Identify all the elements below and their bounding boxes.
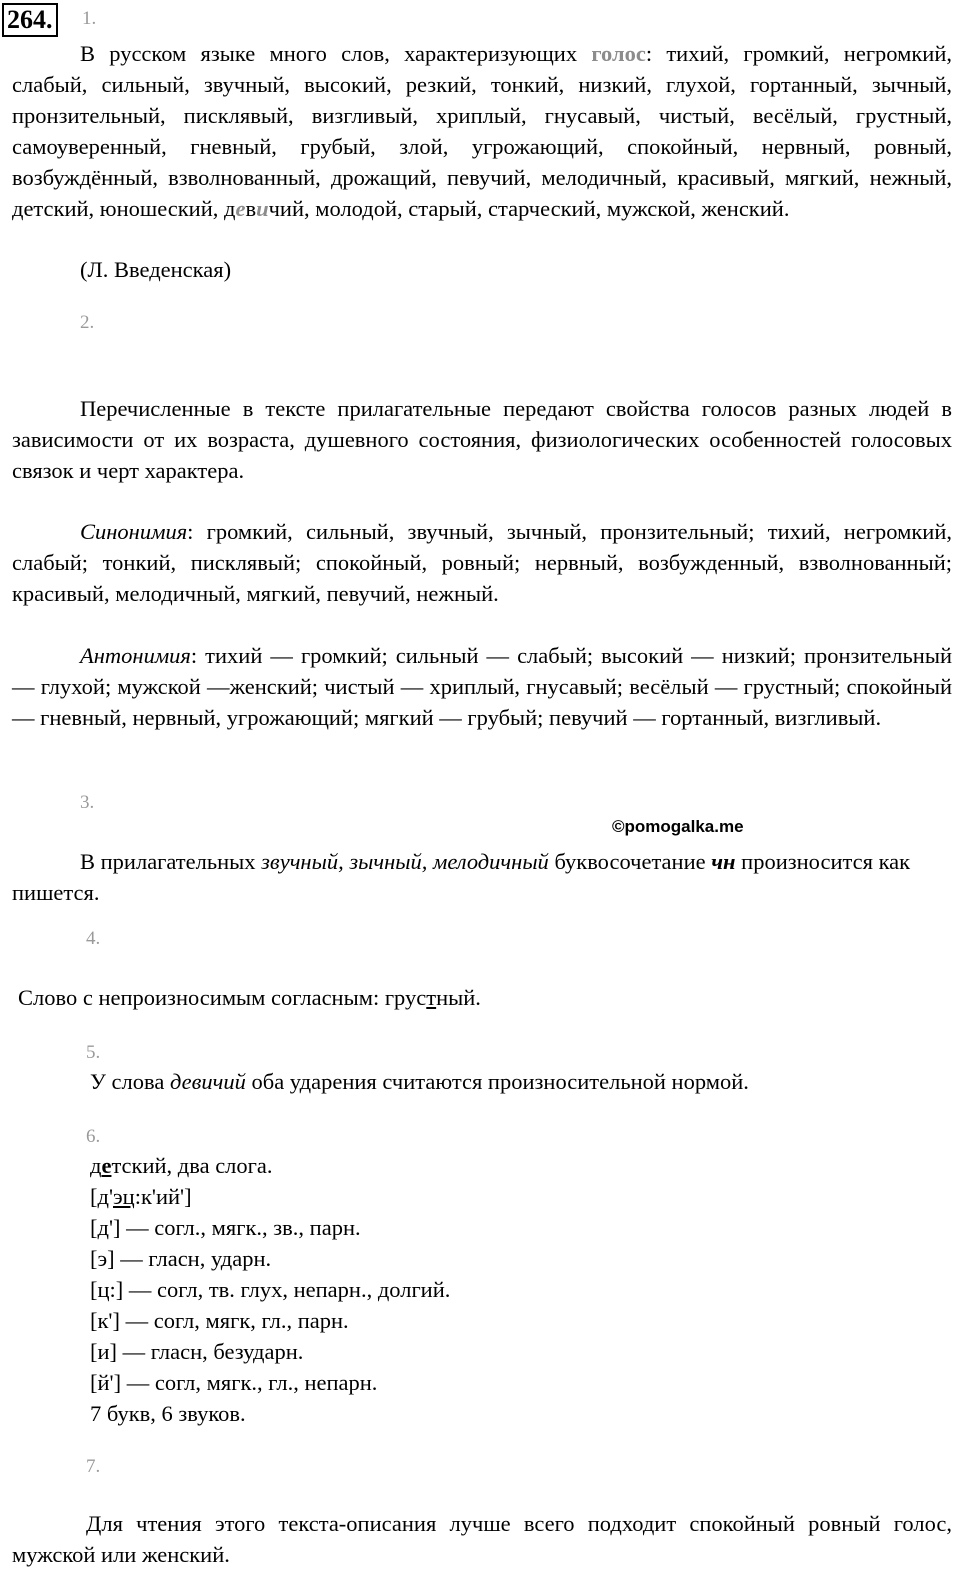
synonymy-label: Синонимия — [80, 519, 188, 544]
phoneme-line: [д'] — согл., мягк., зв., парн. — [90, 1215, 361, 1240]
section3-pre: В прилагательных — [80, 849, 262, 874]
letter-sound-count: 7 букв, 6 звуков. — [90, 1401, 246, 1426]
phoneme-line: [к'] — согл, мягк, гл., парн. — [90, 1308, 349, 1333]
section1-mid: в — [245, 196, 257, 221]
synonymy-text: : громкий, сильный, звучный, зычный, пронзительный; тихий, негромкий, слабый; тонкий, писклявый; спокойный, ровный; нервный, возбужденный, взволнованный; красивый, мелодичный, мягкий, певучий, нежный. — [12, 519, 952, 606]
phonetic-word-post: тский, два слога. — [111, 1153, 273, 1178]
phoneme-line: [и] — гласн, безударн. — [90, 1339, 304, 1364]
section5-post: оба ударения считаются произносительной нормой. — [245, 1069, 749, 1094]
stress-mark-2: и — [256, 196, 269, 221]
phoneme-line: [э] — гласн, ударн. — [90, 1246, 272, 1271]
antonymy-text: : тихий — громкий; сильный — слабый; высокий — низкий; пронзительный — глухой; мужской —женский; чистый — хриплый, гнусавый; весёлый — грустный; спокойный — гневный, нервный, угрожающий; мягкий — грубый; певучий — гортанный, визгливый. — [12, 643, 952, 730]
section5-pre: У слова — [90, 1069, 170, 1094]
transcription-post: :к'ий'] — [134, 1184, 192, 1209]
task-number-3: 3. — [80, 792, 95, 813]
section4-line — [18, 982, 481, 1013]
section1-text — [12, 38, 952, 224]
section3-paragraph — [12, 846, 952, 908]
transcription — [90, 1181, 192, 1212]
section3-mid: буквосочетание — [548, 849, 712, 874]
synonymy-paragraph — [12, 516, 952, 609]
task-number-1: 1. — [82, 8, 97, 29]
phonetic-word — [90, 1150, 273, 1181]
section3-words: звучный, зычный, мелодичный — [261, 849, 549, 874]
exercise-number: 264. — [2, 3, 58, 37]
section4-letter: т — [426, 985, 437, 1010]
section3-letters: чн — [711, 849, 736, 874]
phonetic-word-pre: д — [90, 1153, 102, 1178]
task-number-2: 2. — [80, 312, 95, 333]
transcription-pre: [д' — [90, 1184, 113, 1209]
section3-post: произносится как пишется. — [12, 849, 911, 905]
transcription-underlined: эц — [113, 1184, 135, 1209]
phoneme-line: [ц:] — согл, тв. глух, непарн., долгий. — [90, 1277, 451, 1302]
antonymy-label: Антонимия — [80, 643, 191, 668]
section4-post: ный. — [436, 985, 481, 1010]
author-citation: (Л. Введенская) — [80, 257, 232, 282]
section5-word: девичий — [169, 1069, 246, 1094]
section5-line — [90, 1066, 749, 1097]
phonetic-word-stress: е — [101, 1153, 112, 1178]
task-number-5: 5. — [86, 1042, 101, 1063]
task-number-7: 7. — [86, 1456, 101, 1477]
phoneme-line: [й'] — согл, мягк., гл., непарн. — [90, 1370, 378, 1395]
keyword-voice: голос — [591, 41, 646, 66]
section1-intro: В русском языке много слов, характеризующих — [80, 41, 592, 66]
watermark: ©pomogalka.me — [612, 817, 744, 836]
section1-list-a: : тихий, громкий, негромкий, слабый, сильный, звучный, высокий, резкий, тонкий, низкий, глухой, гортанный, зычный, пронзительный, писклявый, визгливый, хриплый, гнусавый, чистый, весёлый, грустный, самоуверенный, гневный, грубый, злой, угрожающий, спокойный, нервный, ровный, возбуждённый, взволнованный, дрожащий, певучий, мелодичный, красивый, мягкий, нежный, детский, юношеский, д — [12, 41, 952, 221]
task-number-6: 6. — [86, 1126, 101, 1147]
section7-paragraph: Для чтения этого текста-описания лучше всего подходит спокойный ровный голос, мужской или женский. — [12, 1511, 952, 1567]
task-number-4: 4. — [86, 928, 101, 949]
antonymy-paragraph — [12, 640, 952, 733]
section4-pre: Слово с непроизносимым согласным: грус — [18, 985, 427, 1010]
stress-mark-1: е — [235, 196, 246, 221]
section2-paragraph: Перечисленные в тексте прилагательные передают свойства голосов разных людей в зависимости от их возраста, душевного состояния, физиологических особенностей голосовых связок и черт характера. — [12, 396, 952, 483]
section1-list-b: чий, молодой, старый, старческий, мужской, женский. — [268, 196, 790, 221]
